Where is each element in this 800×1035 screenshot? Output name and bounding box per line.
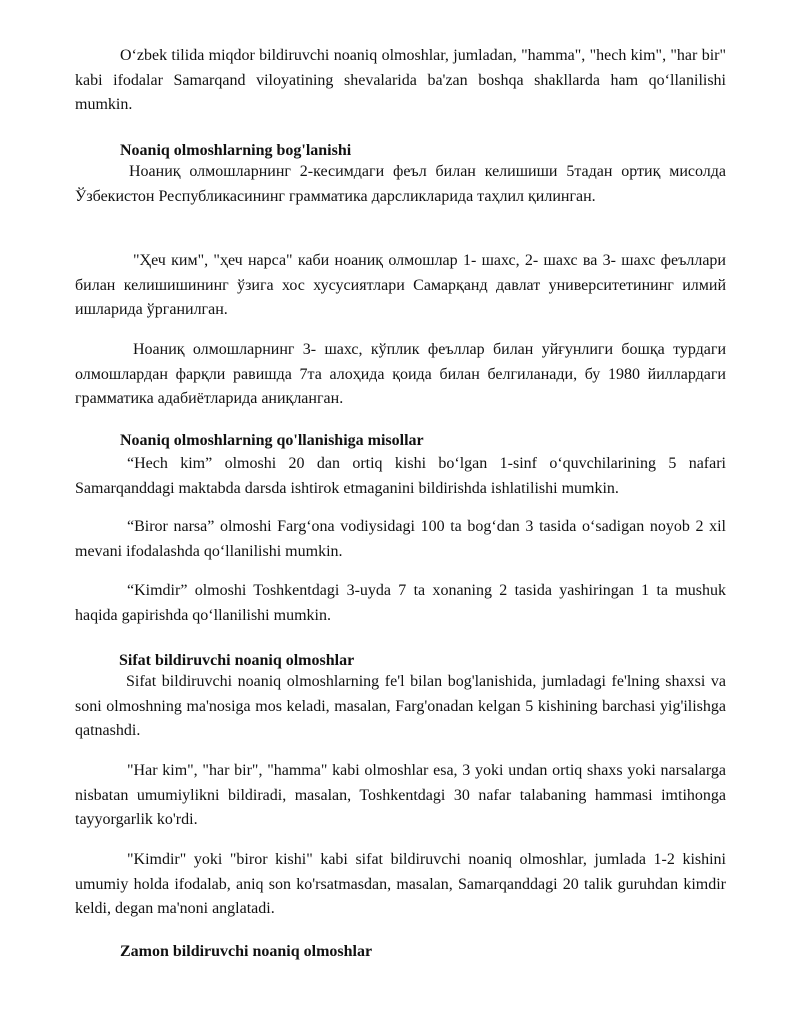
example-paragraph-2: “Biror narsa” olmoshi Fargʻona vodiysidagi 100 ta bogʻdan 3 tasida oʻsadigan noyob 2 xil mevani ifodalashda qoʻllanilishi mumkin. [75,518,726,560]
sifat-paragraph-2: "Har kim", "har bir", "hamma" kabi olmoshlar esa, 3 yoki undan ortiq shaxs yoki narsalarga nisbatan umumiylikni bildiradi, masalan, Toshkentdagi 30 nafar talabaning hammasi imtihonga tayyorgarlik ko'rdi. [75,762,726,828]
intro-paragraph: Oʻzbek tilida miqdor bildiruvchi noaniq olmoshlar, jumladan, "hamma", "hech kim", "har bir" kabi ifodalar Samarqand viloyatining shevalarida ba'zan boshqa shakllarda ham qoʻllanilishi mumkin. [75,47,726,113]
example-paragraph-1: “Hech kim” olmoshi 20 dan ortiq kishi boʻlgan 1-sinf oʻquvchilarining 5 nafari Samarqanddagi maktabda darsda ishtirok etmaganini bildirishda ishlatilishi mumkin. [75,455,726,497]
section-heading-zamon: Zamon bildiruvchi noaniq olmoshlar [120,943,373,960]
document-page [75,0,726,1035]
section-heading-misollar: Noaniq olmoshlarning qo'llanishiga misollar [120,432,424,449]
paragraph-cyrillic-2: "Ҳеч ким", "ҳеч нарса" каби ноаниқ олмошлар 1- шахс, 2- шахс ва 3- шахс феъллари билан келишишининг ўзига хос хусусиятлари Самарқанд давлат университетининг илмий ишларида ўрганилган. [75,252,726,318]
paragraph-cyrillic-3: Ноаниқ олмошларнинг 3- шахс, кўплик феъллар билан уйғунлиги бошқа турдаги олмошлардан фарқли равишда 7та алоҳида қоида билан белгиланади, бу 1980 йиллардаги грамматика адабиётларида аниқланган. [75,341,726,407]
example-paragraph-3: “Kimdir” olmoshi Toshkentdagi 3-uyda 7 ta xonaning 2 tasida yashiringan 1 ta mushuk haqida gapirishda qoʻllanilishi mumkin. [75,582,726,624]
paragraph-cyrillic-1: Ноаниқ олмошларнинг 2-кесимдаги феъл билан келишиши 5тадан ортиқ мисолда Ўзбекистон Республикасининг грамматика дарсликларида таҳлил қилинган. [75,163,726,205]
sifat-paragraph-3: "Kimdir" yoki "biror kishi" kabi sifat bildiruvchi noaniq olmoshlar, jumlada 1-2 kishini umumiy holda ifodalab, aniq son ko'rsatmasdan, masalan, Samarqanddagi 20 talik guruhdan kimdir keldi, degan ma'noni anglatadi. [75,851,726,917]
sifat-paragraph-1: Sifat bildiruvchi noaniq olmoshlarning fe'l bilan bog'lanishida, jumladagi fe'lning shaxsi va soni olmoshning ma'nosiga mos keladi, masalan, Farg'onadan kelgan 5 kishining barchasi yig'ilishga qatnashdi. [75,673,726,739]
section-heading-boglanishi: Noaniq olmoshlarning bog'lanishi [120,142,352,159]
section-heading-sifat: Sifat bildiruvchi noaniq olmoshlar [119,652,355,669]
